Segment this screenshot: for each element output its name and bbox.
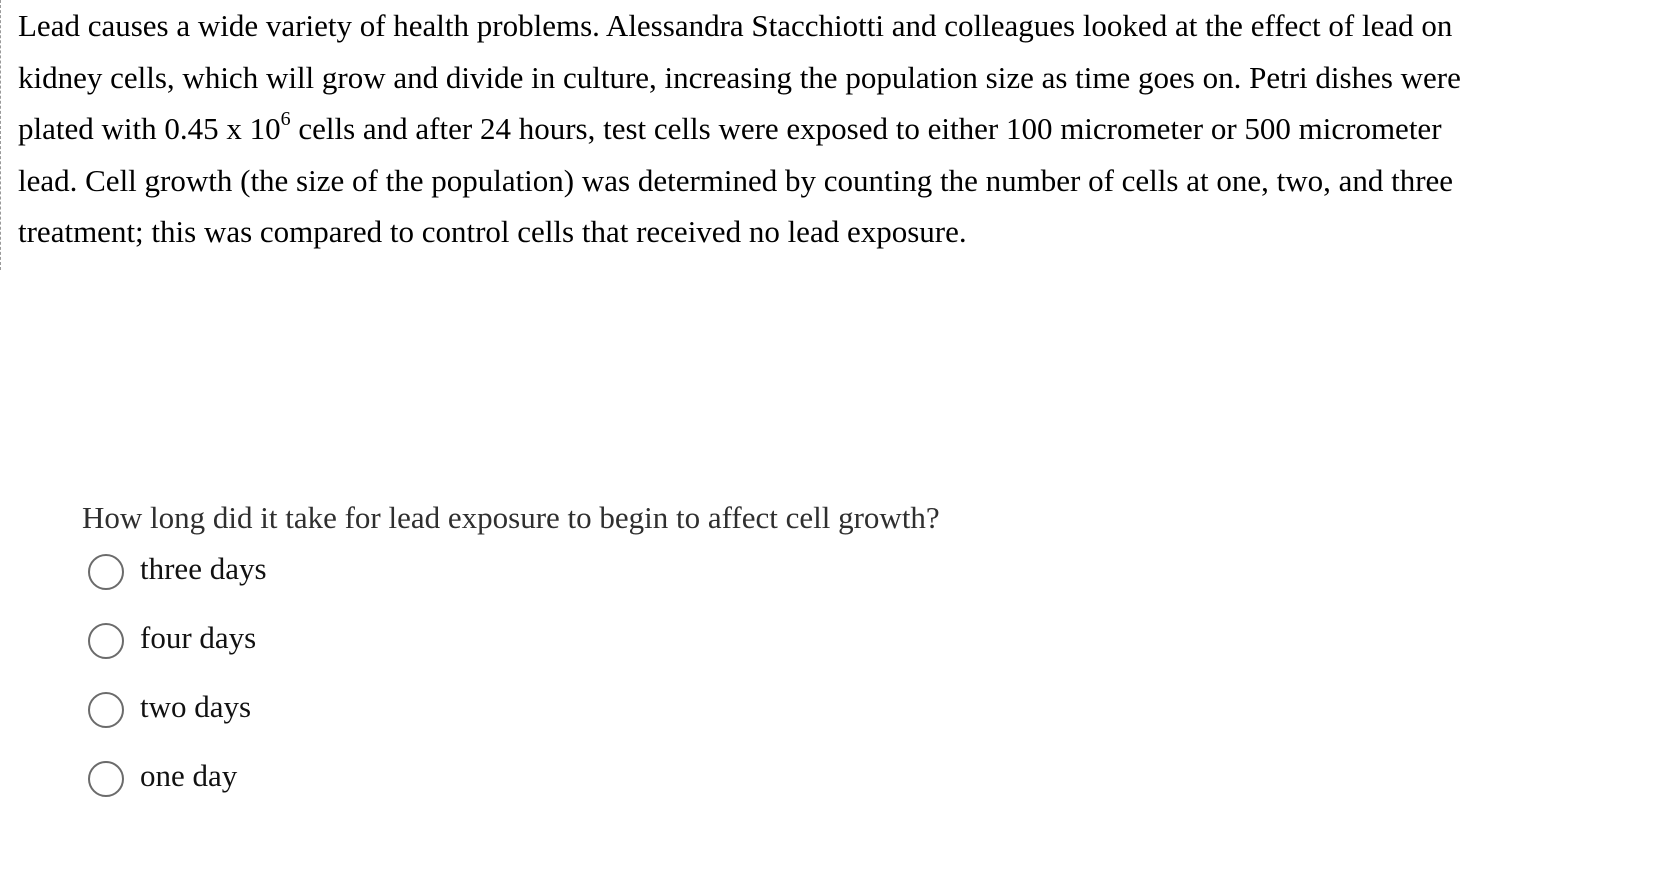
passage-text: [18, 0, 1680, 258]
answer-option-four-days[interactable]: [88, 617, 267, 686]
question-prompt: How long did it take for lead exposure to begin to affect cell growth?: [82, 500, 940, 535]
passage-line: treatment; this was compared to control cells that received no lead exposure.: [18, 214, 967, 249]
passage-line: lead. Cell growth (the size of the population) was determined by counting the number of cells at one, two, and three: [18, 162, 1454, 198]
answer-option-label[interactable]: one day: [140, 758, 238, 793]
radio-button[interactable]: [88, 623, 124, 659]
content-left-boundary: [0, 0, 3, 270]
answer-option-label[interactable]: three days: [140, 551, 267, 586]
passage-line: kidney cells, which will grow and divide in culture, increasing the population size as time goes on. Petri dishes were: [18, 59, 1461, 95]
answer-option-label[interactable]: two days: [140, 689, 252, 724]
answer-option-two-days[interactable]: [88, 686, 267, 755]
radio-button[interactable]: [88, 692, 124, 728]
answer-option-label[interactable]: four days: [140, 620, 257, 655]
answer-option-three-days[interactable]: [88, 548, 267, 617]
radio-button[interactable]: [88, 554, 124, 590]
answer-options: [88, 548, 267, 824]
radio-button[interactable]: [88, 761, 124, 797]
passage-text-segment: cells and after 24 hours, test cells were exposed to either 100 micrometer or 500 micrometer: [290, 111, 1442, 146]
scientific-exponent: 6: [280, 107, 291, 130]
passage-line: Lead causes a wide variety of health problems. Alessandra Stacchiotti and colleagues looked at the effect of lead on: [18, 8, 1453, 43]
passage-text-segment: plated with 0.45 x 10: [18, 111, 281, 146]
answer-option-one-day[interactable]: [88, 755, 267, 824]
passage-line-with-exponent: [18, 103, 1680, 155]
